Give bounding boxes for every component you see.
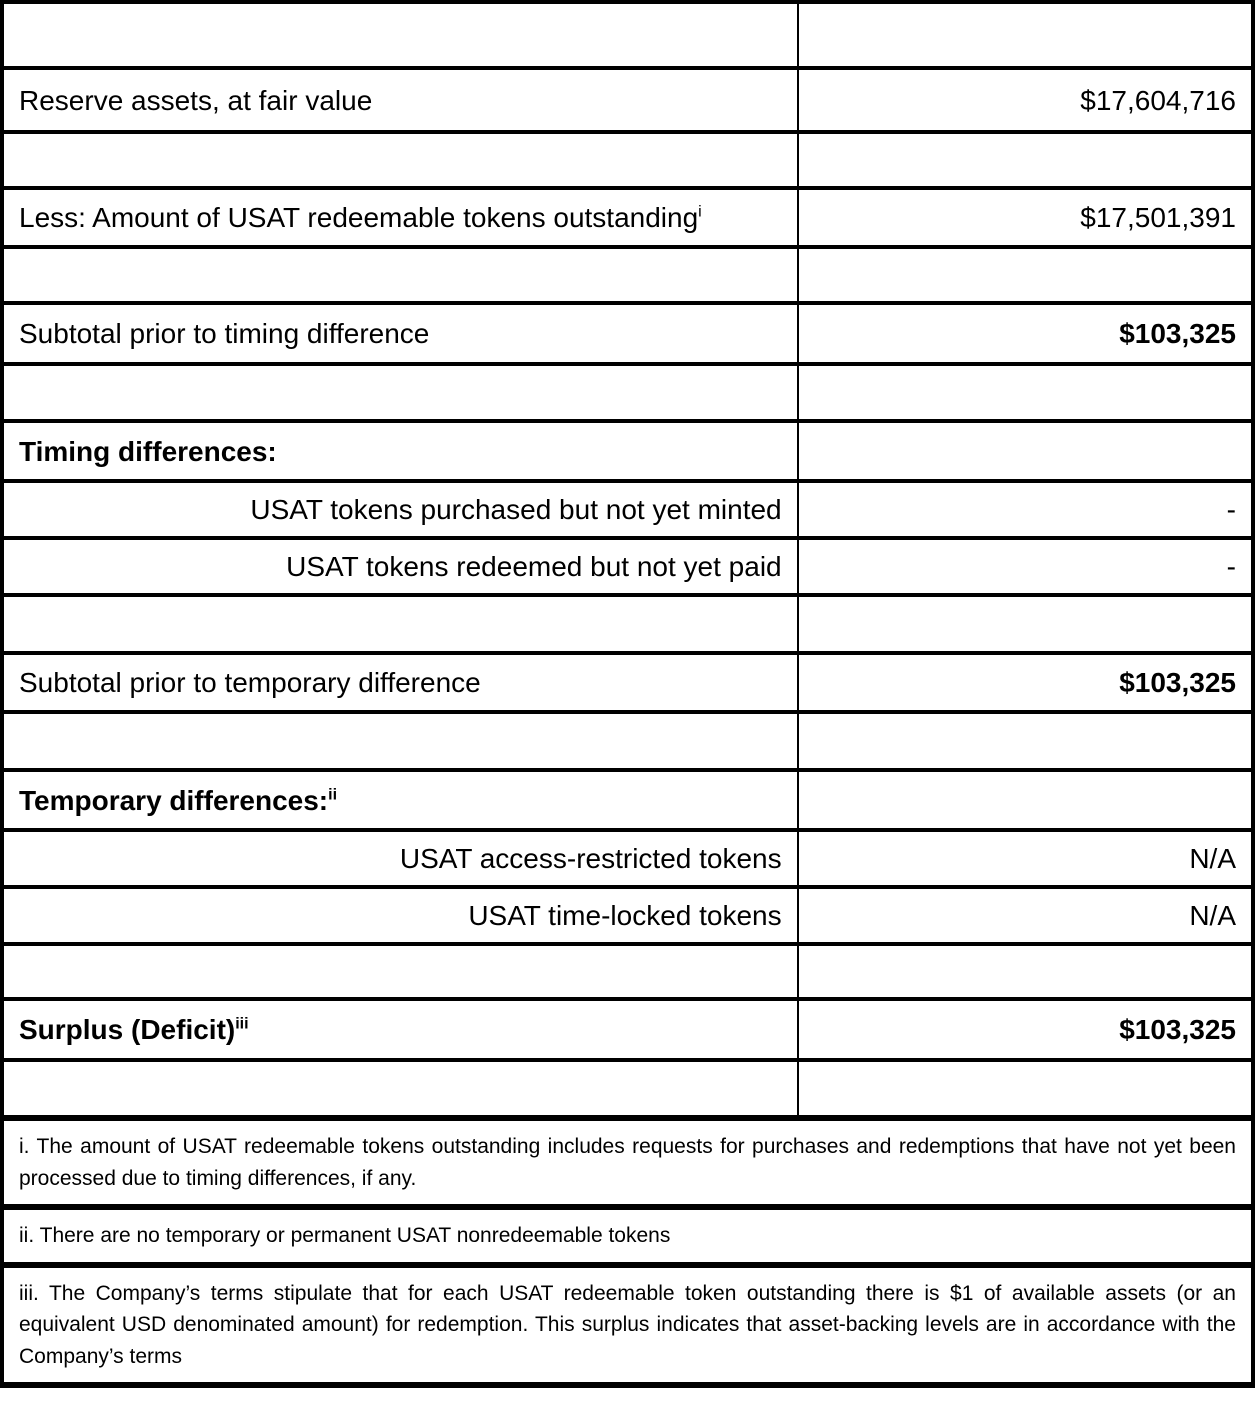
row-label-cell: [2, 303, 798, 364]
table-row-spacer: [2, 247, 1253, 303]
row-label-cell: [2, 944, 798, 999]
row-label: USAT tokens redeemed but not yet paid: [286, 551, 782, 582]
footnote-text-i: i. The amount of USAT redeemable tokens outstanding includes requests for purchases and redemptions that have not yet been processed due to timing differences, if any.: [19, 1135, 1236, 1190]
footnote-cell: [2, 1207, 1253, 1265]
table-row-spacer: [2, 712, 1253, 770]
row-label: Subtotal prior to timing difference: [19, 318, 430, 349]
row-value-cell: [798, 770, 1253, 830]
row-label-cell: [2, 421, 798, 481]
row-label: Reserve assets, at fair value: [19, 84, 373, 116]
table-row-less-redeemable-outstanding: [2, 188, 1253, 247]
row-value-cell: [798, 68, 1253, 132]
row-label-cell: [2, 1060, 798, 1118]
footnote-cell: [2, 1118, 1253, 1207]
row-value-cell: [798, 999, 1253, 1060]
footnote-row-ii: [2, 1207, 1253, 1265]
row-value-cell: [798, 595, 1253, 653]
row-label-cell: [2, 770, 798, 830]
row-value-cell: [798, 247, 1253, 303]
row-value-cell: [798, 944, 1253, 999]
row-value-cell: [798, 188, 1253, 247]
table-row-spacer: [2, 595, 1253, 653]
row-value-cell: [798, 421, 1253, 481]
row-label-cell: [2, 188, 798, 247]
footnote-cell: [2, 1265, 1253, 1386]
row-label-cell: [2, 887, 798, 944]
row-label-cell: [2, 712, 798, 770]
row-value: $103,325: [1119, 667, 1236, 698]
footnote-marker-i: i: [698, 203, 702, 221]
row-label: USAT access-restricted tokens: [399, 843, 782, 874]
row-value: -: [1226, 551, 1236, 582]
row-value: $17,501,391: [1080, 202, 1236, 233]
row-value: N/A: [1189, 900, 1236, 931]
row-value: $17,604,716: [1080, 84, 1236, 116]
row-value-cell: [798, 132, 1253, 188]
row-value-cell: [798, 653, 1253, 712]
row-label-cell: [2, 999, 798, 1060]
footnote-text-iii: iii. The Company’s terms stipulate that for each USAT redeemable token outstanding there is $1 of available assets (or an equivalent USD denominated amount) for redemption. This surplus indicates that asset-backing levels are in accordance with the Company’s terms: [19, 1281, 1236, 1368]
row-label: USAT tokens purchased but not yet minted: [250, 494, 782, 525]
row-label: Surplus (Deficit): [19, 1014, 236, 1045]
table-row-spacer: [2, 944, 1253, 999]
table-row-time-locked-tokens: [2, 887, 1253, 944]
row-label: USAT time-locked tokens: [468, 900, 782, 931]
row-value-cell: [798, 364, 1253, 421]
row-label: Subtotal prior to temporary difference: [19, 667, 481, 698]
row-label-cell: [2, 481, 798, 538]
table-row-surplus-deficit: [2, 999, 1253, 1060]
row-value-cell: [798, 481, 1253, 538]
row-value-cell: [798, 538, 1253, 595]
table-row-temporary-differences-header: [2, 770, 1253, 830]
row-label: Temporary differences:: [19, 784, 329, 816]
table-row-tokens-purchased-not-minted: [2, 481, 1253, 538]
table-row-subtotal-timing: [2, 303, 1253, 364]
row-value: N/A: [1189, 843, 1236, 874]
table-row-spacer: [2, 132, 1253, 188]
row-label: Timing differences:: [19, 435, 277, 467]
table-row-header-empty: [2, 2, 1253, 68]
table-row-spacer: [2, 1060, 1253, 1118]
row-value-cell: [798, 830, 1253, 887]
row-label-cell: [2, 364, 798, 421]
row-label-cell: [2, 653, 798, 712]
row-value-cell: [798, 303, 1253, 364]
table-row-reserve-assets: [2, 68, 1253, 132]
table-row-tokens-redeemed-not-paid: [2, 538, 1253, 595]
table-row-subtotal-temporary: [2, 653, 1253, 712]
row-label: Less: Amount of USAT redeemable tokens outstanding: [19, 202, 699, 233]
table-row-access-restricted-tokens: [2, 830, 1253, 887]
footnote-marker-iii: iii: [235, 1015, 249, 1033]
row-value: $103,325: [1119, 1014, 1236, 1045]
footnote-row-iii: [2, 1265, 1253, 1386]
row-value: $103,325: [1119, 318, 1236, 349]
table-row-spacer: [2, 364, 1253, 421]
footnote-row-i: [2, 1118, 1253, 1207]
row-value-cell: [798, 887, 1253, 944]
row-label-cell: [2, 2, 798, 68]
row-label-cell: [2, 595, 798, 653]
row-value-cell: [798, 1060, 1253, 1118]
row-value: -: [1226, 494, 1236, 525]
row-label-cell: [2, 68, 798, 132]
row-label-cell: [2, 132, 798, 188]
row-value-cell: [798, 2, 1253, 68]
table-row-timing-differences-header: [2, 421, 1253, 481]
row-label-cell: [2, 247, 798, 303]
row-label-cell: [2, 538, 798, 595]
row-label-cell: [2, 830, 798, 887]
footnote-marker-ii: ii: [328, 786, 338, 804]
footnote-text-ii: ii. There are no temporary or permanent USAT nonredeemable tokens: [19, 1224, 671, 1247]
row-value-cell: [798, 712, 1253, 770]
